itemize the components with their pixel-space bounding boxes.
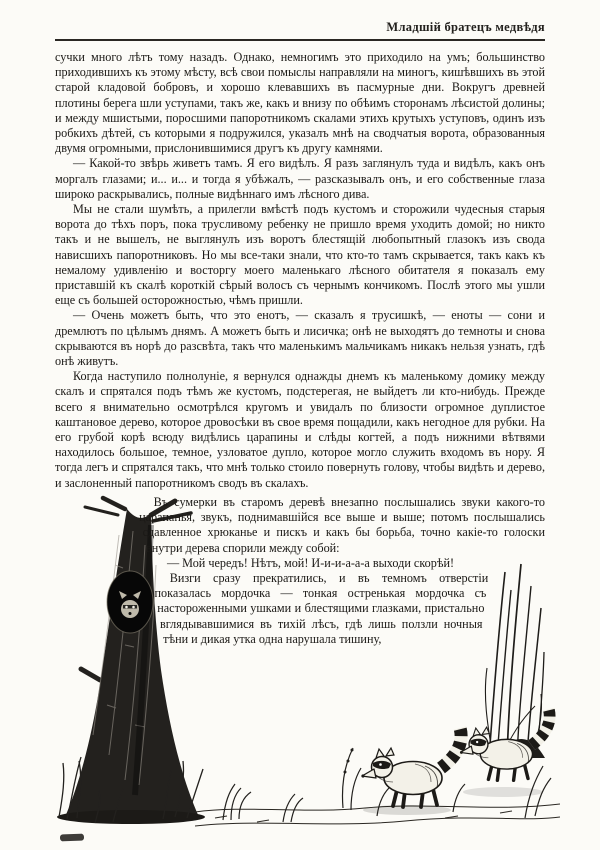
running-head [55, 20, 545, 35]
body-paragraph: — Мой чередъ! Нѣтъ, мой! И-и-и-а-а-а выходи скорѣй! [166, 555, 455, 570]
body-paragraph: Мы не стали шумѣть, а прилегли вмѣстѣ подъ кустомъ и сторожили чудесныя старыя ворота до тѣхъ поръ, пока трусливому ребенку не пришло время уходить домой; но никто такъ и не вышелъ, не выглянулъ изъ воротъ блестящій любопытный глазокъ изъ свода нависшихъ папоротниковъ. Но мы все-таки знали, что кто-то тамъ скрывается, такъ какъ къ немалому удивленію и восторгу моего маленькаго лѣсного обитателя я показалъ ему приставшій къ скалѣ короткій сѣрый волосъ съ чернымъ кончикомъ. Послѣ этого мы ушли еще съ большей осторожностью, чѣмъ пришли. [55, 202, 545, 308]
tall-grass-illustration [481, 556, 545, 758]
ink-mark [60, 834, 84, 842]
illustrated-section [55, 495, 545, 647]
body-paragraph: Когда наступило полнолуніе, я вернулся однажды днемъ къ маленькому домику между скалъ и спрятался подъ тѣмъ же кустомъ, подстерегая, не выйдетъ ли кто-нибудь. Прежде всего я внимательно осмотрѣлся кругомъ и увидалъ по близости огромное дуплистое каштановое дерево, которое дровосѣки въ свое время пощадили, какъ негодное для рубки. На его грубой корѣ всюду видѣлись царапины и слѣды когтей, а подъ нижними вѣтвями находилось большое, темное, узловатое дупло, которое могло служить входомъ въ нору. Я тогда легъ и спрятался такъ, что мнѣ только стоило повернуть голову, чтобы видѣть и дерево, и заслоненный папоротникомъ сводъ въ скалахъ. [55, 369, 545, 490]
body-paragraph: сучки много лѣтъ тому назадъ. Однако, немногимъ это приходило на умъ; большинство приходившихъ къ этому мѣсту, всѣ свои помыслы направляли на миногъ, кишѣвшихъ въ этой старой кладовой бобровъ, и хорошо клевавшихъ въ пасмурные дни. Вокругъ древней плотины берега шли уступами, такъ же, какъ и внизу по обѣимъ сторонамъ лѣсистой долины; и между мшистыми, поросшими папоротникомъ скалами этихъ крутыхъ уступовъ, одинъ изъ робкихъ дѣтей, съ которыми я подружился, указалъ мнѣ на сводчатыя ворота, образованныя двумя огромными, прислонившимися другъ къ другу камнями. [55, 50, 545, 156]
body-paragraph: Въ сумерки въ старомъ деревѣ внезапно послышались звуки какого-то царапанья, звукъ, поднимавшійся все выше и выше; потомъ послышались сдавленное хрюканье и пискъ и какъ бы борьба, точно какіе-то голоски внутри дерева спорили между собой: [139, 494, 545, 555]
body-paragraph: — Какой-то звѣрь живетъ тамъ. Я его видѣлъ. Я разъ заглянулъ туда и видѣлъ, какъ онъ моргалъ глазами; и... и... и тогда я убѣжалъ, — разсказывалъ онъ, и его собственные глаза широко раскрывались, полные видѣннаго имъ лѣсного дива. [55, 156, 545, 201]
running-title: Младшій братецъ медвѣдя [386, 20, 545, 34]
reeds-drawing [481, 556, 545, 758]
header-rule [55, 39, 545, 41]
body-paragraph: — Очень можетъ быть, что это енотъ, — сказалъ я трусишкѣ, — еноты — сони и дремлютъ по цѣлымъ днямъ. А можетъ быть и лисичка; онѣ не выходятъ до темноты и снова скрываются въ норѣ до разсвѣта, такъ что маленькимъ мальчикамъ никакъ нельзя узнать, гдѣ онѣ живутъ. [55, 308, 545, 369]
page-text [55, 50, 545, 825]
body-paragraph: Визги сразу прекратились, и въ темномъ отверстіи показалась мордочка — тонкая остренькая мордочка съ настороженными ушками и блестящими глазками, пристально вглядывавшимися въ тихій лѣсъ, гдѣ лишь ползли ночныя тѣни и дикая утка одна нарушала тишину, [154, 570, 489, 646]
